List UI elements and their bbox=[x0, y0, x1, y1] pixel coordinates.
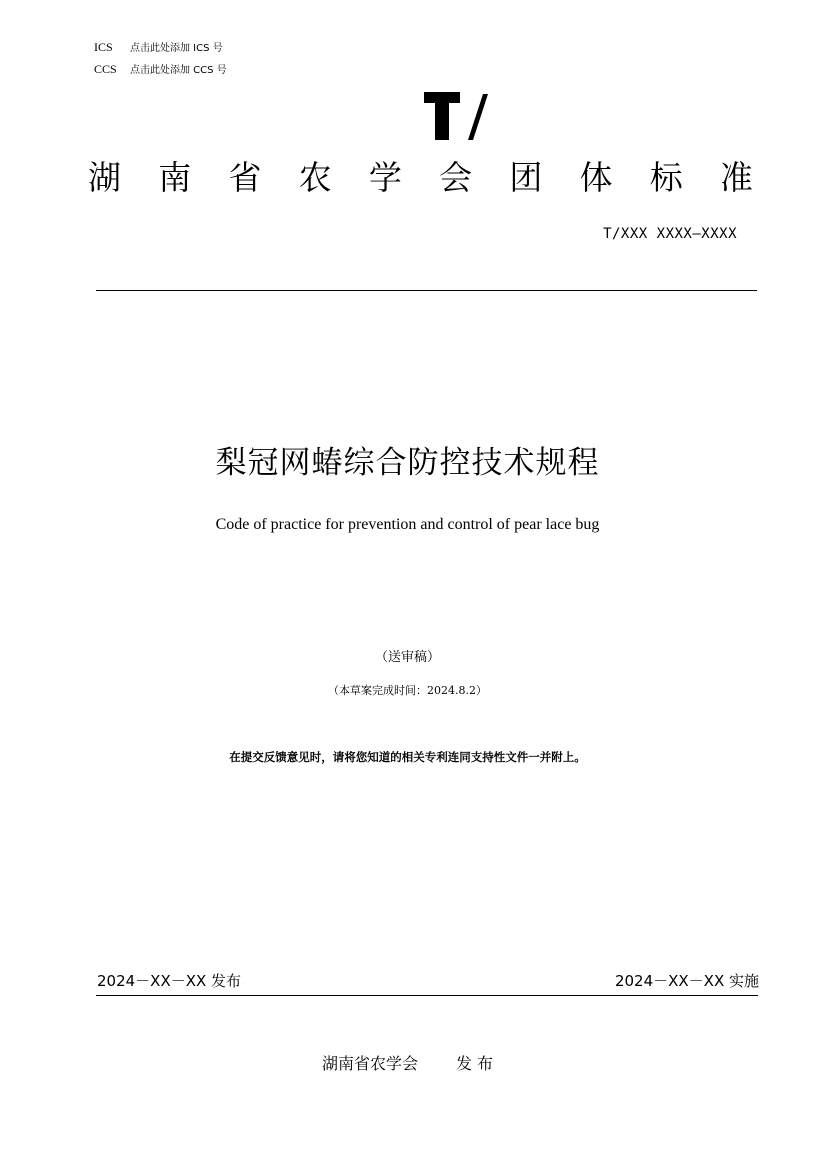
org-title-char: 准 bbox=[719, 158, 753, 197]
document-title-english: Code of practice for prevention and control of pear lace bug bbox=[215, 516, 600, 533]
org-title-char: 团 bbox=[509, 158, 543, 197]
draft-status: （送审稿） bbox=[374, 650, 440, 665]
patent-notice: 在提交反馈意见时，请将您知道的相关专利连同支持性文件一并附上。 bbox=[229, 750, 586, 764]
header-divider bbox=[96, 290, 757, 291]
document-title: 梨冠网蝽综合防控技术规程 bbox=[215, 445, 600, 481]
implement-date: 2024－XX－XX 实施 bbox=[614, 972, 759, 990]
org-title-char: 会 bbox=[439, 158, 473, 197]
ics-line bbox=[94, 40, 223, 56]
ics-placeholder[interactable]: 点击此处添加 ICS 号 bbox=[130, 43, 223, 54]
org-title-char: 学 bbox=[368, 158, 402, 197]
org-title-char: 湖 bbox=[88, 158, 121, 197]
standard-number: T/XXX XXXX—XXXX bbox=[603, 226, 737, 242]
org-title-char: 省 bbox=[228, 158, 262, 197]
publisher-name: 湖南省农学会 bbox=[321, 1054, 418, 1073]
footer-divider bbox=[96, 995, 758, 996]
standard-logo bbox=[420, 88, 500, 144]
org-title-char: 农 bbox=[298, 158, 332, 197]
org-title-char: 南 bbox=[158, 158, 192, 197]
publish-date: 2024－XX－XX 发布 bbox=[97, 972, 242, 990]
org-title-char: 标 bbox=[649, 158, 683, 197]
org-title-char: 体 bbox=[579, 158, 613, 197]
ccs-label: CCS bbox=[94, 62, 117, 76]
draft-completion-date: （本草案完成时间：2024.8.2） bbox=[328, 684, 487, 697]
ccs-line bbox=[94, 62, 227, 78]
ics-label: ICS bbox=[94, 40, 113, 54]
publisher-action: 发 布 bbox=[455, 1054, 494, 1073]
publisher-line bbox=[0, 1052, 815, 1076]
ccs-placeholder[interactable]: 点击此处添加 CCS 号 bbox=[130, 65, 227, 76]
organization-title bbox=[88, 156, 753, 200]
